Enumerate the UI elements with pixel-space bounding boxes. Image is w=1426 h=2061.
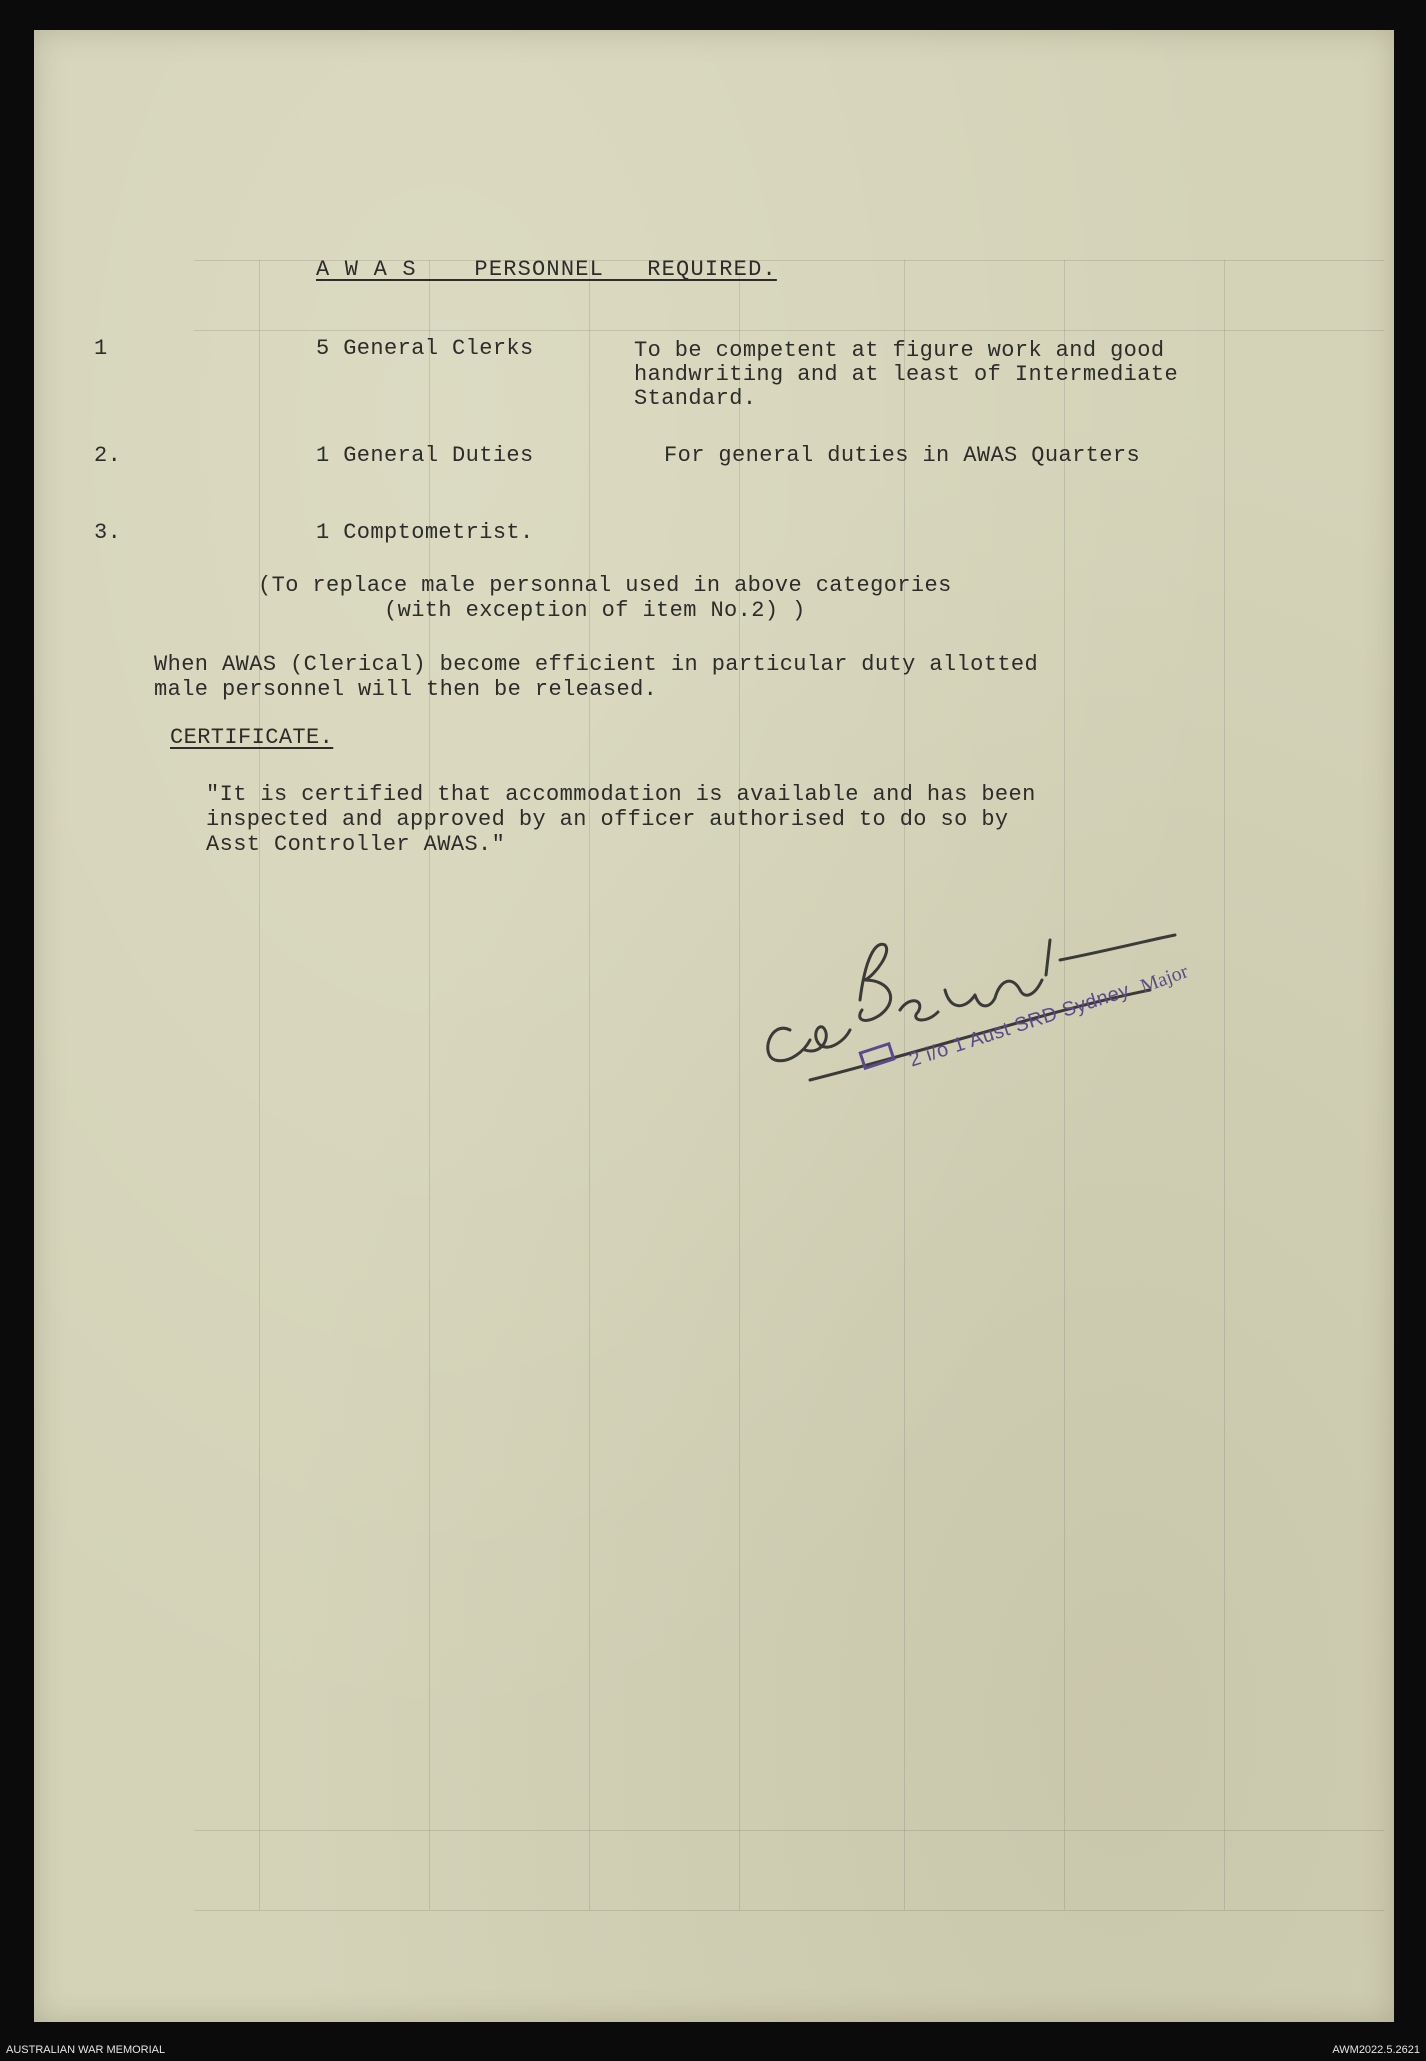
reverse-form-column [429, 260, 430, 1910]
stamp-unit: 2 i/o 1 Aust SRD Sydney [906, 979, 1133, 1072]
signature [750, 880, 1230, 1120]
certificate-text-line: inspected and approved by an officer authorised to do so by [206, 807, 1009, 832]
archive-reference: AWM2022.5.2621 [1332, 2044, 1420, 2056]
stamp-rank: Major [1137, 960, 1192, 998]
replace-note-line: (with exception of item No.2) ) [384, 598, 806, 623]
replace-note-line: (To replace male personnal used in above categories [258, 573, 952, 598]
heading: A W A S PERSONNEL REQUIRED. [316, 257, 777, 282]
item-detail-line: To be competent at figure work and good [634, 338, 1165, 363]
reverse-form-rule [194, 330, 1384, 331]
stamp-box [858, 1040, 898, 1080]
certificate-title: CERTIFICATE. [170, 725, 334, 750]
item-number: 3. [94, 520, 122, 545]
reverse-form-rule [194, 1910, 1384, 1911]
reverse-form-rule [194, 1830, 1384, 1831]
item-detail-line: Standard. [634, 386, 757, 411]
item-role: 5 General Clerks [316, 336, 534, 361]
reverse-form-column [259, 260, 260, 1910]
item-detail-line: handwriting and at least of Intermediate [634, 362, 1179, 387]
certificate-text-line: "It is certified that accommodation is available and has been [206, 782, 1036, 807]
archive-credit: AUSTRALIAN WAR MEMORIAL [6, 2044, 166, 2056]
item-number: 2. [94, 443, 122, 468]
reverse-form-column [739, 260, 740, 1910]
item-role: 1 Comptometrist. [316, 520, 534, 545]
efficiency-note-line: When AWAS (Clerical) become efficient in particular duty allotted [154, 652, 1039, 677]
certificate-text-line: Asst Controller AWAS." [206, 832, 506, 857]
efficiency-note-line: male personnel will then be released. [154, 677, 658, 702]
item-detail-line: For general duties in AWAS Quarters [664, 443, 1141, 468]
reverse-form-column [589, 260, 590, 1910]
item-number: 1 [94, 336, 108, 361]
item-role: 1 General Duties [316, 443, 534, 468]
